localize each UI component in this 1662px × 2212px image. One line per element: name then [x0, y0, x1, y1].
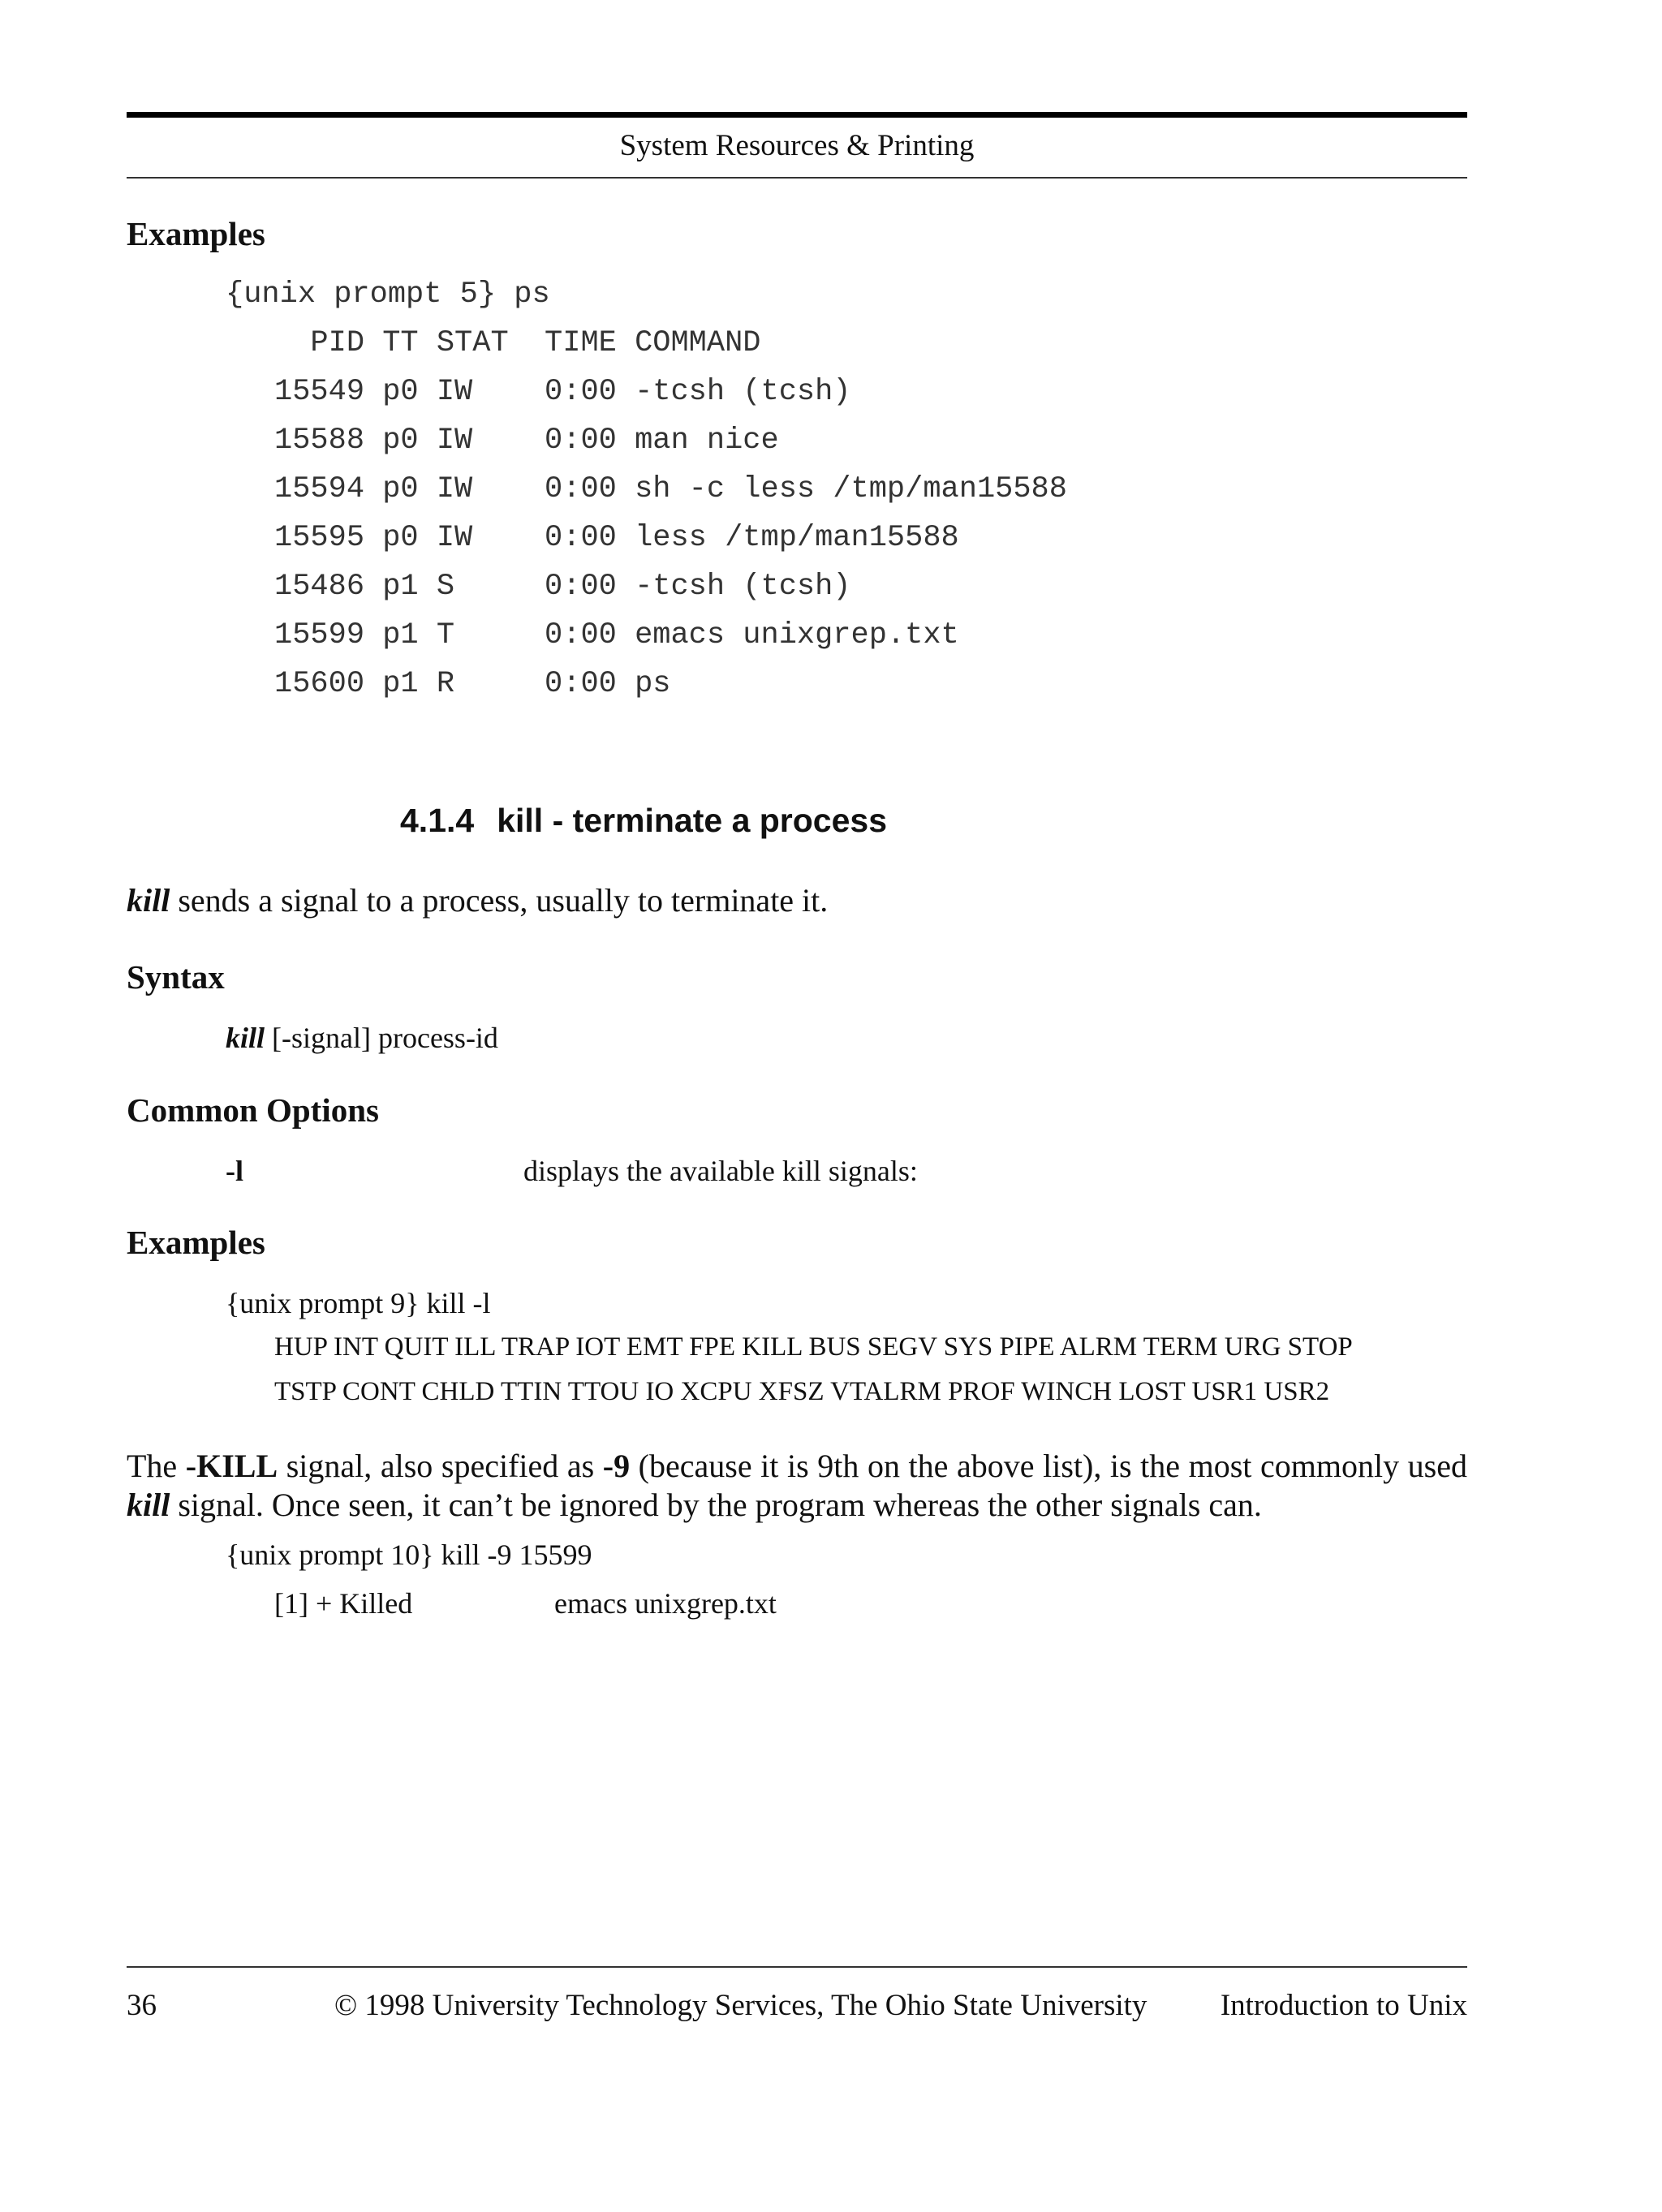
ps-row: 15549 p0 IW 0:00 -tcsh (tcsh): [274, 375, 851, 409]
copyright-notice: © 1998 University Technology Services, The Ohio State University: [334, 1989, 1147, 2022]
page-number: 36: [127, 1989, 157, 2022]
ps-row: 15600 p1 R 0:00 ps: [274, 667, 671, 701]
book-title: Introduction to Unix: [1220, 1989, 1467, 2022]
intro-paragraph: [127, 881, 828, 920]
kill-l-prompt: {unix prompt 9} kill -l: [226, 1287, 491, 1319]
header-top-rule: [127, 112, 1467, 118]
paragraph-text: The: [127, 1448, 186, 1484]
ps-row: 15595 p0 IW 0:00 less /tmp/man15588: [274, 521, 959, 555]
header-bottom-rule: [127, 177, 1467, 179]
syntax-command: kill: [226, 1022, 265, 1054]
syntax-line: [226, 1018, 498, 1057]
signals-line: TSTP CONT CHLD TTIN TTOU IO XCPU XFSZ VTALRM PROF WINCH LOST USR1 USR2: [274, 1377, 1330, 1406]
examples-heading: Examples: [127, 215, 265, 252]
signals-line: HUP INT QUIT ILL TRAP IOT EMT FPE KILL BUS SEGV SYS PIPE ALRM TERM URG STOP: [274, 1332, 1353, 1362]
syntax-args: [-signal] process-id: [265, 1022, 498, 1054]
section-number: 4.1.4: [400, 802, 475, 839]
section-heading: [400, 802, 887, 840]
kill-9-prompt: {unix prompt 10} kill -9 15599: [226, 1539, 592, 1571]
kill-signal-paragraph: [127, 1447, 1467, 1525]
intro-text: sends a signal to a process, usually to terminate it.: [170, 882, 829, 919]
ps-row: 15486 p1 S 0:00 -tcsh (tcsh): [274, 570, 851, 604]
ps-row: 15599 p1 T 0:00 emacs unixgrep.txt: [274, 618, 959, 652]
syntax-heading: Syntax: [127, 958, 225, 996]
ps-table-header: PID TT STAT TIME COMMAND: [274, 326, 761, 360]
paragraph-text: signal. Once seen, it can’t be ignored by the program whereas the other signals can.: [170, 1487, 1262, 1523]
paragraph-text: signal, also specified as: [278, 1448, 603, 1484]
option-description: displays the available kill signals:: [523, 1155, 918, 1187]
common-options-heading: Common Options: [127, 1091, 379, 1129]
option-flag: -l: [226, 1155, 243, 1187]
command-name: kill: [127, 1487, 170, 1523]
examples-heading: Examples: [127, 1224, 265, 1261]
running-header: System Resources & Printing: [619, 129, 975, 162]
ps-row: 15588 p0 IW 0:00 man nice: [274, 424, 779, 458]
section-title-text: kill - terminate a process: [497, 802, 888, 839]
kill-signal-name: -KILL: [185, 1448, 278, 1484]
kill-result-status: [1] + Killed: [274, 1587, 413, 1620]
ps-prompt-line: {unix prompt 5} ps: [226, 278, 550, 312]
ps-row: 15594 p0 IW 0:00 sh -c less /tmp/man15588: [274, 472, 1067, 506]
paragraph-text: (because it is 9th on the above list), is the most commonly used: [630, 1448, 1468, 1484]
footer-rule: [127, 1966, 1467, 1968]
signal-number: -9: [602, 1448, 631, 1484]
command-name: kill: [127, 882, 170, 919]
kill-result-command: emacs unixgrep.txt: [554, 1587, 777, 1620]
